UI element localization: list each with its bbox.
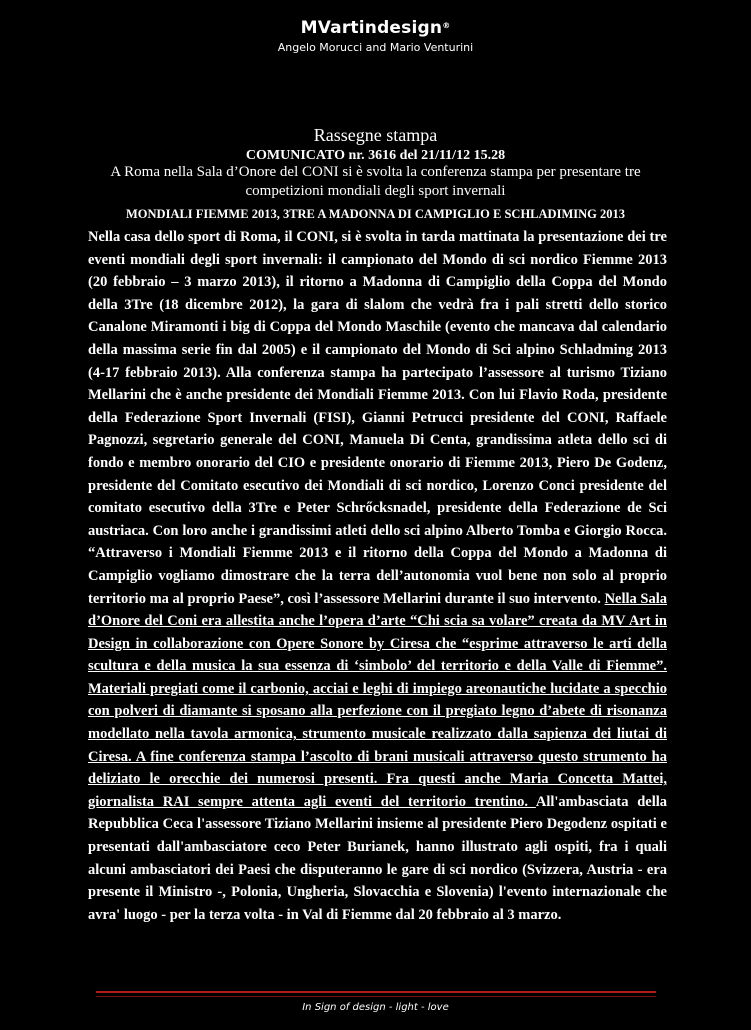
brand-logo[interactable] xyxy=(0,18,751,38)
footer-divider-shadow xyxy=(96,996,656,997)
article-heading: MONDIALI FIEMME 2013, 3TRE A MADONNA DI CAMPIGLIO E SCHLADIMING 2013 xyxy=(126,207,625,221)
site-header xyxy=(0,18,751,54)
article-text-underlined: Nella Sala d’Onore del Coni era allestita anche l’opera d’arte “Chi scia sa volare” creata da MV Art in Design in collaborazione con Opere Sonore by Ciresa che “esprime attraverso le arti della scultura e della musica la sua essenza di ‘simbolo’ del territorio e della Valle di Fiemme”. Materiali pregiati come il carbonio, acciai e leghi di impiego areonautiche lucidate a specchio con polveri di diamante si sposano alla perfezione con il pregiato legno d’abete di risonanza modellato nella tavola armonica, strumento musicale realizzato dalla sapienza dei liutai di Ciresa. A fine conferenza stampa l’ascolto di brani musicali attraverso questo strumento ha deliziato le orecchie dei numerosi presenti. Fra questi anche Maria Concetta Mattei, giornalista RAI sempre attenta agli eventi del territorio trentino. xyxy=(88,590,667,810)
article-text-part2: All'ambasciata della Repubblica Ceca l'assessore Tiziano Mellarini insieme al presidente Piero Degodenz ospitati e presentati dall'ambasciatore ceco Peter Burianek, hanno illustrato agli ospiti, fra i quali alcuni ambasciatori dei Paesi che disputeranno le gare di sci nordico (Svizzera, Austria - era presente il Ministro -, Polonia, Ungheria, Slovacchia e Slovenia) l'evento internazionale che avra' luogo - per la terza volta - in Val di Fiemme dal 20 febbraio al 3 marzo. xyxy=(88,793,668,923)
brand-subtitle: Angelo Morucci and Mario Venturini xyxy=(277,41,474,54)
page-title: Rassegne stampa xyxy=(313,125,438,145)
intro-paragraph: A Roma nella Sala d’Onore del CONI si è svolta la conferenza stampa per presentare tre competizioni mondiali degli sport invernali xyxy=(110,164,641,199)
brand-name: MVartindesign xyxy=(300,18,443,38)
article-text-part1: Nella casa dello sport di Roma, il CONI, si è svolta in tarda mattinata la presentazione dei tre eventi mondiali degli sport invernali: il campionato del Mondo di sci nordico Fiemme 2013 (20 febbraio – 3 marzo 2013), il ritorno a Madonna di Campiglio della Coppa del Mondo della 3Tre (18 dicembre 2012), la gara di slalom che vedrà fra i pali stretti dello storico Canalone Miramonti i big di Coppa del Mondo Maschile (evento che mancava dal calendario della massima serie fin dal 2005) e il campionato del Mondo di Sci alpino Schladming 2013 (4-17 febbraio 2013). Alla conferenza stampa ha partecipato l’assessore al turismo Tiziano Mellarini che è anche presidente dei Mondiali Fiemme 2013. Con lui Flavio Roda, presidente della Federazione Sport Invernali (FISI), Gianni Petrucci presidente del CONI, Raffaele Pagnozzi, segretario generale del CONI, Manuela Di Centa, grandissima atleta dello sci di fondo e membro onorario del CIO e presidente onorario di Fiemme 2013, Piero De Godenz, presidente del Comitato esecutivo dei Mondiali di sci nordico, Lorenzo Conci presidente del comitato esecutivo della 3Tre e Peter Schrőcksnadel, presidente della Federazione de Sci austriaca. Con loro anche i grandissimi atleti dello sci alpino Alberto Tomba e Giorgio Rocca. “Attraverso i Mondiali Fiemme 2013 e il ritorno della Coppa del Mondo a Madonna di Campiglio vogliamo dimostrare che la terra dell’autonomia vuol bene non solo al proprio territorio ma al proprio Paese”, così l’assessore Mellarini durante il suo intervento. xyxy=(88,229,667,607)
registered-mark: ® xyxy=(442,21,451,30)
press-release-number: COMUNICATO nr. 3616 del 21/11/12 15.28 xyxy=(245,148,506,163)
footer-divider xyxy=(96,991,656,993)
article-body xyxy=(88,226,667,926)
footer-tagline: In Sign of design - light - love xyxy=(302,1002,449,1013)
